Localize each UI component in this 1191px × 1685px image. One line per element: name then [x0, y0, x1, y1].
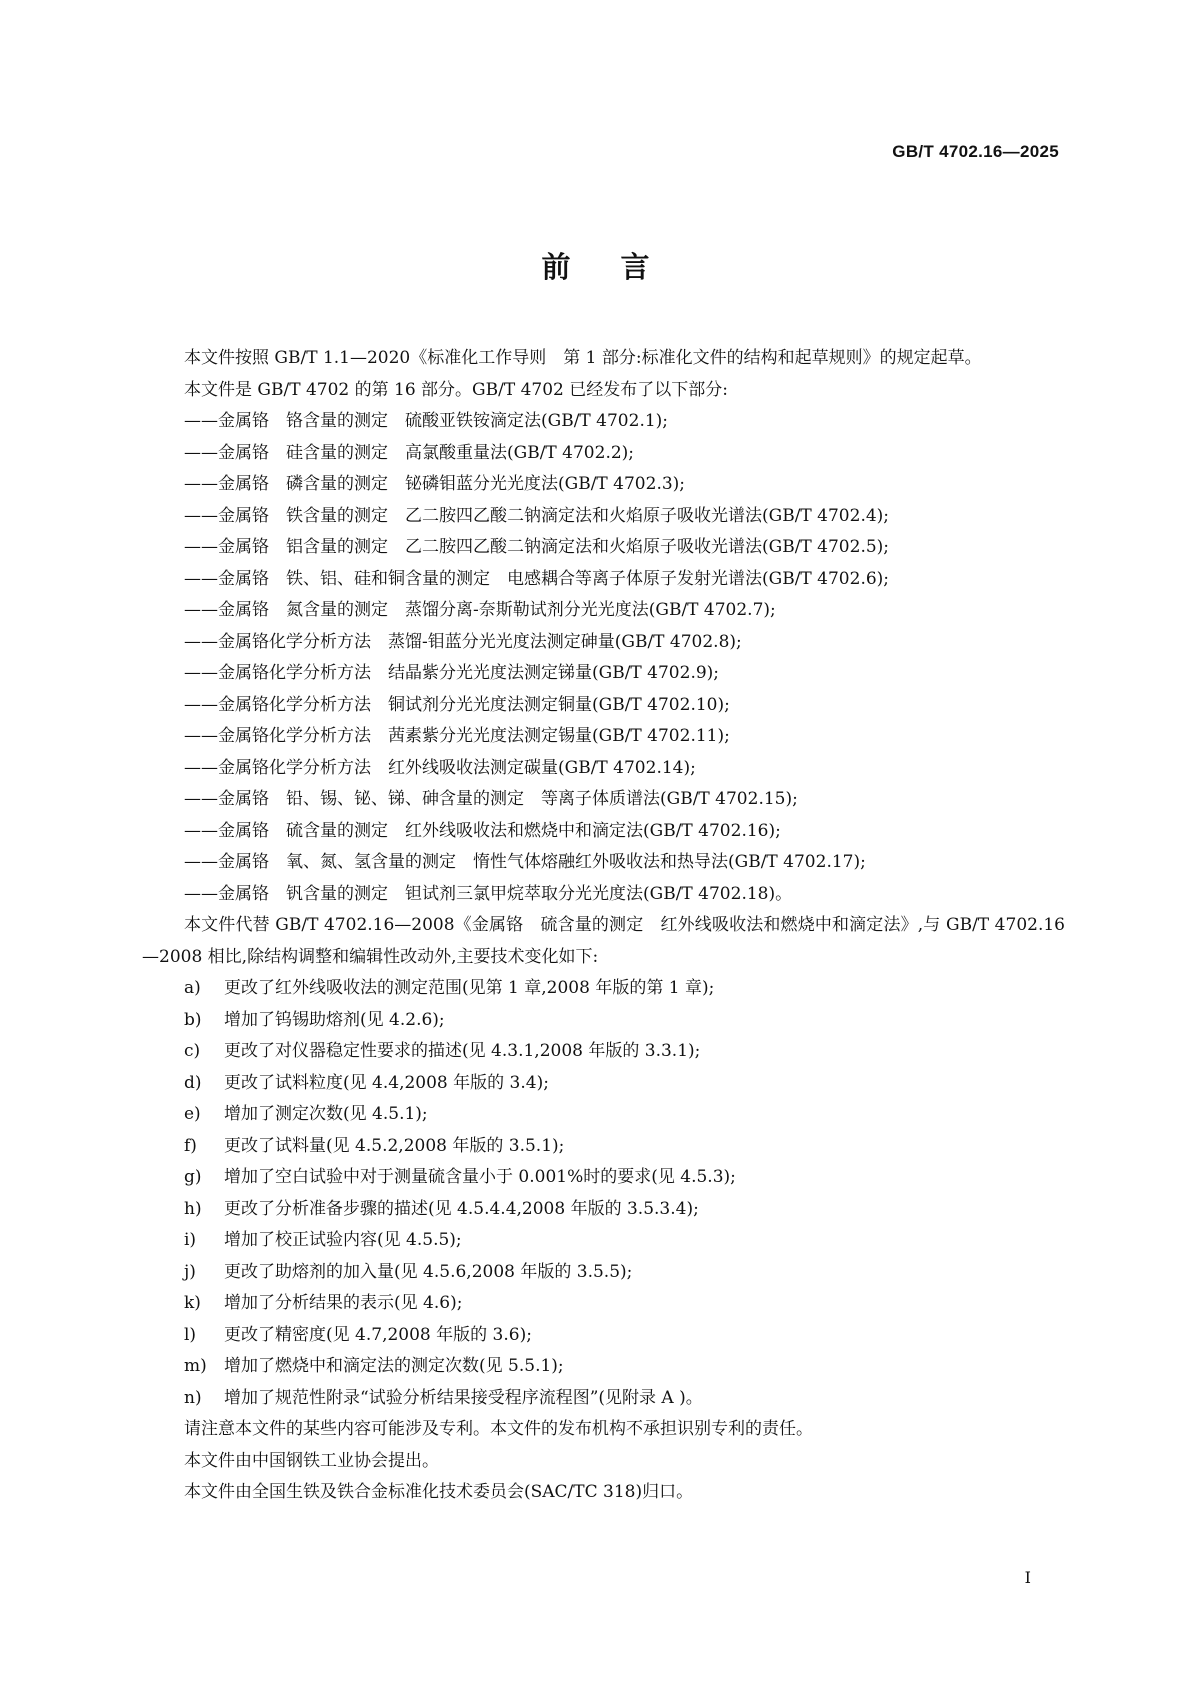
list-item: ——金属铬 铁、铝、硅和铜含量的测定 电感耦合等离子体原子发射光谱法(GB/T 4702.6);: [184, 568, 890, 589]
list-item-label: m): [184, 1356, 207, 1376]
part-intro-paragraph: 本文件是 GB/T 4702 的第 16 部分。GB/T 4702 已经发布了以下部分:: [184, 379, 728, 400]
replacement-paragraph: 本文件代替 GB/T 4702.16—2008《金属铬 硫含量的测定 红外线吸收法和燃烧中和滴定法》,与 GB/T 4702.16—2008 相比,除结构调整和编辑性改动外,主要技术变化如下:: [142, 915, 1065, 967]
list-item-label: n): [184, 1387, 202, 1408]
list-item-text: 更改了试料粒度(见 4.4,2008 年版的 3.4);: [224, 1072, 549, 1093]
drafting-rule-paragraph: 本文件按照 GB/T 1.1—2020《标准化工作导则 第 1 部分:标准化文件的结构和起草规则》的规定起草。: [184, 348, 982, 368]
patent-notice: 请注意本文件的某些内容可能涉及专利。本文件的发布机构不承担识别专利的责任。: [184, 1419, 813, 1439]
list-item: [142, 1257, 1065, 1289]
list-item-label: l): [184, 1324, 197, 1345]
list-item: [142, 1162, 1065, 1194]
list-item-label: a): [184, 978, 201, 998]
committee-statement: 本文件由全国生铁及铁合金标准化技术委员会(SAC/TC 318)归口。: [184, 1482, 694, 1502]
list-item: ——金属铬 铬含量的测定 硫酸亚铁铵滴定法(GB/T 4702.1);: [184, 411, 669, 431]
list-item: ——金属铬 氮含量的测定 蒸馏分离-奈斯勒试剂分光光度法(GB/T 4702.7);: [184, 600, 776, 620]
published-parts-list: [142, 406, 1065, 910]
document-body: [142, 343, 1065, 1509]
list-item-text: 更改了助熔剂的加入量(见 4.5.6,2008 年版的 3.5.5);: [224, 1261, 633, 1282]
list-item: [142, 1068, 1065, 1100]
list-item: [142, 1225, 1065, 1257]
list-item: [142, 973, 1065, 1005]
list-item: ——金属铬 磷含量的测定 铋磷钼蓝分光光度法(GB/T 4702.3);: [184, 474, 686, 494]
list-item-label: f): [184, 1135, 197, 1156]
list-item: [142, 1351, 1065, 1383]
list-item-text: 更改了精密度(见 4.7,2008 年版的 3.6);: [224, 1324, 532, 1345]
list-item: ——金属铬 钒含量的测定 钽试剂三氯甲烷萃取分光光度法(GB/T 4702.18)。: [184, 883, 793, 904]
list-item-text: 更改了分析准备步骤的描述(见 4.5.4.4,2008 年版的 3.5.3.4);: [224, 1198, 699, 1219]
list-item: ——金属铬 铝含量的测定 乙二胺四乙酸二钠滴定法和火焰原子吸收光谱法(GB/T 4702.5);: [184, 537, 890, 557]
list-item-label: k): [184, 1293, 201, 1313]
list-item-text: 更改了试料量(见 4.5.2,2008 年版的 3.5.1);: [224, 1135, 565, 1156]
list-item: [142, 1036, 1065, 1068]
list-item: [142, 1383, 1065, 1415]
list-item-text: 增加了分析结果的表示(见 4.6);: [224, 1293, 463, 1313]
list-item: ——金属铬 硅含量的测定 高氯酸重量法(GB/T 4702.2);: [184, 442, 635, 463]
list-item: [142, 1131, 1065, 1163]
list-item: ——金属铬化学分析方法 蒸馏-钼蓝分光光度法测定砷量(GB/T 4702.8);: [184, 631, 742, 652]
list-item-text: 更改了红外线吸收法的测定范围(见第 1 章,2008 年版的第 1 章);: [224, 978, 715, 998]
list-item: ——金属铬化学分析方法 铜试剂分光光度法测定铜量(GB/T 4702.10);: [184, 694, 730, 715]
list-item: [142, 1099, 1065, 1131]
list-item-text: 增加了规范性附录“试验分析结果接受程序流程图”(见附录 A )。: [224, 1387, 703, 1408]
list-item: [142, 1288, 1065, 1320]
list-item-label: e): [184, 1104, 201, 1124]
list-item-label: c): [184, 1041, 201, 1061]
list-item-text: 增加了测定次数(见 4.5.1);: [224, 1104, 428, 1124]
page-number: I: [1024, 1568, 1031, 1587]
list-item-label: j): [184, 1261, 196, 1282]
list-item: [142, 1005, 1065, 1037]
list-item-text: 增加了燃烧中和滴定法的测定次数(见 5.5.1);: [224, 1356, 564, 1376]
list-item-label: d): [184, 1072, 202, 1093]
list-item: ——金属铬化学分析方法 红外线吸收法测定碳量(GB/T 4702.14);: [184, 757, 696, 778]
list-item: ——金属铬化学分析方法 结晶紫分光光度法测定锑量(GB/T 4702.9);: [184, 663, 720, 683]
list-item: ——金属铬 氧、氮、氢含量的测定 惰性气体熔融红外吸收法和热导法(GB/T 4702.17);: [184, 852, 866, 872]
proposer-statement: 本文件由中国钢铁工业协会提出。: [184, 1450, 439, 1471]
list-item-text: 增加了钨锡助熔剂(见 4.2.6);: [224, 1009, 445, 1030]
list-item: [142, 1194, 1065, 1226]
list-item: ——金属铬 铁含量的测定 乙二胺四乙酸二钠滴定法和火焰原子吸收光谱法(GB/T 4702.4);: [184, 505, 890, 526]
list-item: ——金属铬 铅、锡、铋、锑、砷含量的测定 等离子体质谱法(GB/T 4702.15);: [184, 789, 798, 809]
list-item-text: 增加了空白试验中对于测量硫含量小于 0.001%时的要求(见 4.5.3);: [224, 1167, 736, 1187]
standard-number: GB/T 4702.16—2025: [892, 142, 1059, 161]
list-item-text: 增加了校正试验内容(见 4.5.5);: [224, 1230, 462, 1250]
page-title: 前言: [541, 250, 700, 284]
list-item-text: 更改了对仪器稳定性要求的描述(见 4.3.1,2008 年版的 3.3.1);: [224, 1041, 701, 1061]
list-item-label: g): [184, 1167, 202, 1187]
technical-changes-list: [142, 973, 1065, 1414]
list-item-label: h): [184, 1198, 202, 1219]
list-item-label: b): [184, 1009, 202, 1030]
list-item: [142, 1320, 1065, 1352]
list-item-label: i): [184, 1230, 197, 1250]
list-item: ——金属铬化学分析方法 茜素紫分光光度法测定锡量(GB/T 4702.11);: [184, 726, 730, 746]
list-item: ——金属铬 硫含量的测定 红外线吸收法和燃烧中和滴定法(GB/T 4702.16);: [184, 820, 781, 841]
